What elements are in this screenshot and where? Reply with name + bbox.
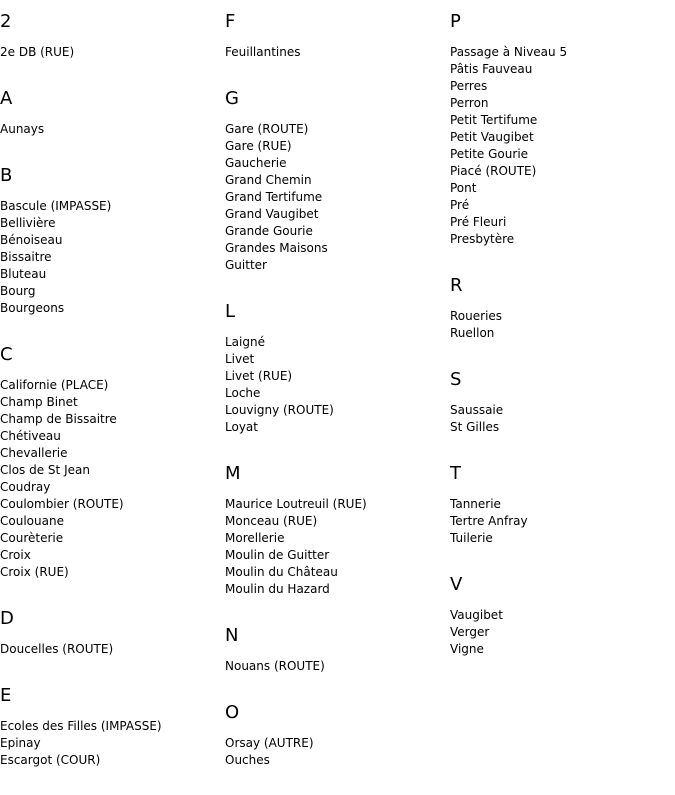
street-link[interactable]: Piacé (ROUTE) — [450, 164, 537, 178]
index-column-1 — [0, 10, 215, 795]
letter-heading: O — [225, 702, 240, 723]
letter-heading: R — [450, 275, 463, 296]
street-link[interactable]: Bellivière — [0, 216, 56, 230]
letter-group — [450, 10, 665, 248]
street-link[interactable]: Californie (PLACE) — [0, 378, 109, 392]
street-link[interactable]: Bourg — [0, 284, 36, 298]
street-link[interactable]: Coulombier (ROUTE) — [0, 497, 124, 511]
letter-group — [0, 343, 215, 581]
street-link[interactable]: Chétiveau — [0, 429, 61, 443]
street-link[interactable]: Petite Gourie — [450, 147, 529, 161]
street-link[interactable]: Moulin du Château — [225, 565, 338, 579]
letter-group — [0, 87, 215, 138]
street-link[interactable]: Champ de Bissaitre — [0, 412, 117, 426]
letter-group — [225, 87, 440, 274]
street-link[interactable]: Chevallerie — [0, 446, 68, 460]
letter-group — [450, 368, 665, 436]
street-link[interactable]: Passage à Niveau 5 — [450, 45, 568, 59]
letter-heading: S — [450, 369, 462, 390]
street-link[interactable]: Escargot (COUR) — [0, 753, 101, 767]
street-link[interactable]: Vigne — [450, 642, 484, 656]
street-link[interactable]: Grand Vaugibet — [225, 207, 319, 221]
street-link[interactable]: Perres — [450, 79, 488, 93]
street-link[interactable]: Pâtis Fauveau — [450, 62, 533, 76]
street-link[interactable]: Gare (RUE) — [225, 139, 292, 153]
letter-heading: E — [0, 685, 12, 706]
street-link[interactable]: Livet (RUE) — [225, 369, 293, 383]
street-link[interactable]: Aunays — [0, 122, 45, 136]
letter-heading: N — [225, 625, 239, 646]
letter-group — [225, 462, 440, 598]
index-column-2 — [225, 10, 440, 795]
street-link[interactable]: Saussaie — [450, 403, 504, 417]
street-link[interactable]: Grandes Maisons — [225, 241, 328, 255]
letter-group — [450, 573, 665, 658]
street-list — [450, 496, 665, 547]
letter-group — [225, 300, 440, 436]
street-link[interactable]: Petit Tertifume — [450, 113, 538, 127]
street-link[interactable]: Croix — [0, 548, 31, 562]
street-list — [0, 641, 215, 658]
letter-heading: L — [225, 301, 236, 322]
street-link[interactable]: Vaugibet — [450, 608, 503, 622]
letter-group — [0, 684, 215, 769]
street-link[interactable]: Tuilerie — [450, 531, 493, 545]
street-link[interactable]: Doucelles (ROUTE) — [0, 642, 114, 656]
letter-heading: B — [0, 165, 13, 186]
street-link[interactable]: Grand Chemin — [225, 173, 312, 187]
letter-group — [450, 274, 665, 342]
street-link[interactable]: Petit Vaugibet — [450, 130, 534, 144]
street-link[interactable]: Louvigny (ROUTE) — [225, 403, 334, 417]
street-list — [450, 607, 665, 658]
street-list — [450, 44, 665, 248]
letter-group — [450, 462, 665, 547]
street-link[interactable]: Pont — [450, 181, 477, 195]
street-link[interactable]: 2e DB (RUE) — [0, 45, 75, 59]
letter-heading: F — [225, 11, 236, 32]
street-list — [0, 121, 215, 138]
street-link[interactable]: Guitter — [225, 258, 267, 272]
letter-group — [225, 701, 440, 769]
street-link[interactable]: Loyat — [225, 420, 258, 434]
letter-heading: D — [0, 608, 14, 629]
letter-heading: A — [0, 88, 13, 109]
street-link[interactable]: Ouches — [225, 753, 270, 767]
street-link[interactable]: Pré — [450, 198, 470, 212]
street-link[interactable]: Orsay (AUTRE) — [225, 736, 314, 750]
letter-heading: T — [450, 463, 461, 484]
street-list — [225, 735, 440, 769]
street-link[interactable]: Coudray — [0, 480, 51, 494]
letter-heading: G — [225, 88, 239, 109]
street-link[interactable]: Champ Binet — [0, 395, 78, 409]
street-link[interactable]: Ruellon — [450, 326, 495, 340]
street-link[interactable]: Courèterie — [0, 531, 64, 545]
letter-group — [225, 624, 440, 675]
street-link[interactable]: Moulin de Guitter — [225, 548, 330, 562]
street-link[interactable]: St Gilles — [450, 420, 500, 434]
street-link[interactable]: Bissaitre — [0, 250, 52, 264]
street-link[interactable]: Tannerie — [450, 497, 501, 511]
letter-heading: 2 — [0, 11, 12, 32]
street-list — [450, 402, 665, 436]
street-link[interactable]: Roueries — [450, 309, 503, 323]
street-list — [450, 308, 665, 342]
street-list — [225, 658, 440, 675]
street-link[interactable]: Perron — [450, 96, 489, 110]
street-list — [225, 496, 440, 598]
street-link[interactable]: Epinay — [0, 736, 41, 750]
letter-heading: V — [450, 574, 463, 595]
letter-heading: M — [225, 463, 241, 484]
street-link[interactable]: Loche — [225, 386, 261, 400]
letter-heading: C — [0, 344, 13, 365]
street-link[interactable]: Gaucherie — [225, 156, 287, 170]
street-link[interactable]: Bascule (IMPASSE) — [0, 199, 112, 213]
street-link[interactable]: Clos de St Jean — [0, 463, 90, 477]
street-list — [225, 334, 440, 436]
street-list — [225, 121, 440, 274]
letter-group — [225, 10, 440, 61]
letter-heading: P — [450, 11, 461, 32]
street-link[interactable]: Croix (RUE) — [0, 565, 69, 579]
street-link[interactable]: Monceau (RUE) — [225, 514, 318, 528]
street-link[interactable]: Grand Tertifume — [225, 190, 323, 204]
street-link[interactable]: Morellerie — [225, 531, 285, 545]
street-link[interactable]: Bluteau — [0, 267, 47, 281]
street-list — [0, 377, 215, 581]
street-link[interactable]: Bénoiseau — [0, 233, 63, 247]
street-list — [0, 44, 215, 61]
street-link[interactable]: Presbytère — [450, 232, 515, 246]
street-link[interactable]: Livet — [225, 352, 255, 366]
street-list — [0, 718, 215, 769]
street-link[interactable]: Moulin du Hazard — [225, 582, 330, 596]
street-link[interactable]: Ecoles des Filles (IMPASSE) — [0, 719, 162, 733]
street-link[interactable]: Gare (ROUTE) — [225, 122, 309, 136]
street-link[interactable]: Pré Fleuri — [450, 215, 507, 229]
street-link[interactable]: Nouans (ROUTE) — [225, 659, 325, 673]
street-link[interactable]: Grande Gourie — [225, 224, 313, 238]
letter-group — [0, 607, 215, 658]
letter-group — [0, 164, 215, 317]
street-link[interactable]: Coulouane — [0, 514, 64, 528]
street-link[interactable]: Laigné — [225, 335, 265, 349]
street-link[interactable]: Tertre Anfray — [450, 514, 528, 528]
street-link[interactable]: Feuillantines — [225, 45, 301, 59]
street-link[interactable]: Verger — [450, 625, 490, 639]
index-column-3 — [450, 10, 665, 684]
street-list — [0, 198, 215, 317]
letter-group — [0, 10, 215, 61]
street-list — [225, 44, 440, 61]
street-link[interactable]: Bourgeons — [0, 301, 65, 315]
street-link[interactable]: Maurice Loutreuil (RUE) — [225, 497, 367, 511]
